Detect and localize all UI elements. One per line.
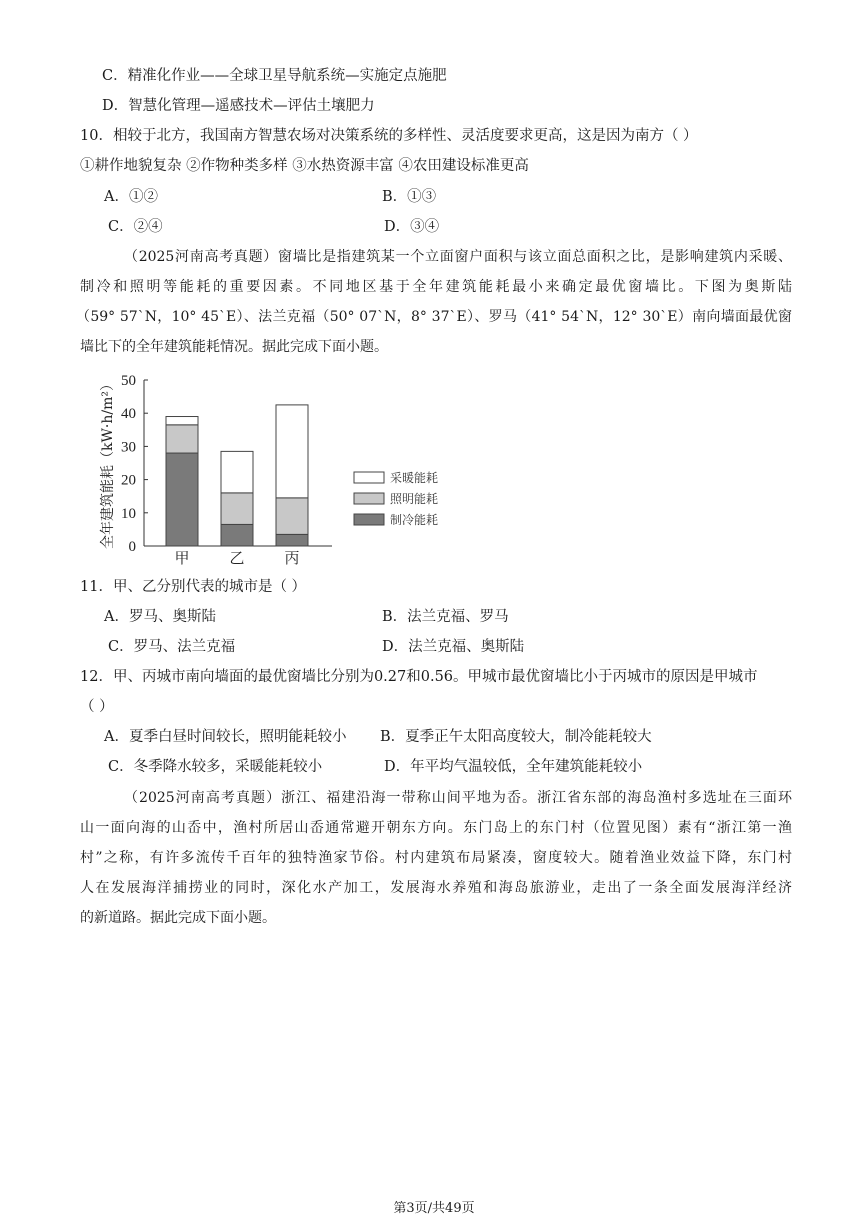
bar-segment (166, 425, 198, 453)
q10-stem: 10．相较于北方，我国南方智慧农场对决策系统的多样性、灵活度要求更高，这是因为南方（ ） (80, 128, 698, 144)
passage1-line-2: 制冷和照明等能耗的重要因素。不同地区基于全年建筑能耗最小来确定最优窗墙比。下图为奥斯陆 (80, 279, 792, 295)
energy-consumption-chart (92, 368, 472, 568)
passage2-line-4: 人在发展海洋捕捞业的同时，深化水产加工，发展海水养殖和海岛旅游业，走出了一条全面发展海洋经济 (80, 880, 792, 896)
bar-segment (221, 451, 253, 493)
y-axis-label: 全年建筑能耗（kW·h/m²） (100, 377, 116, 549)
y-tick-label: 20 (121, 472, 136, 489)
y-tick-label: 50 (121, 373, 136, 389)
bar-segment (276, 405, 308, 498)
q12-stem: 12．甲、丙城市南向墙面的最优窗墙比分别为0.27和0.56。甲城市最优窗墙比小于丙城市的原因是甲城市 (80, 669, 758, 685)
legend-label: 制冷能耗 (390, 513, 439, 527)
category-labels (174, 549, 299, 567)
legend-swatch (354, 493, 384, 504)
q12-stem-bracket: （ ） (80, 699, 114, 715)
category-label: 丙 (284, 549, 300, 567)
category-label: 甲 (174, 549, 190, 567)
legend-label: 照明能耗 (390, 492, 439, 506)
q11-option-d: D．法兰克福、奥斯陆 (382, 639, 525, 655)
bar-segment (276, 534, 308, 546)
passage1-line-3: （59° 57`N，10° 45`E）、法兰克福（50° 07`N，8° 37`E）、罗马（41° 54`N，12° 30`E）南向墙面最优窗 (76, 309, 792, 325)
legend-swatch (354, 472, 384, 483)
passage2-line-3: 村”之称，有许多流传千百年的独特渔家节俗。村内建筑布局紧凑，窗度较大。随着渔业效益下降，东门村 (80, 850, 792, 866)
q12-option-d: D．年平均气温较低，全年建筑能耗较小 (384, 759, 643, 775)
q9-option-c: C．精准化作业——全球卫星导航系统—实施定点施肥 (102, 68, 447, 84)
q12-option-b: B．夏季正午太阳高度较大，制冷能耗较大 (380, 729, 652, 745)
bar-segment (166, 417, 198, 425)
q11-stem: 11．甲、乙分别代表的城市是（ ） (80, 579, 307, 595)
q10-option-d: D．③④ (384, 219, 440, 235)
legend-swatch (354, 514, 384, 525)
passage1-line-1: （2025河南高考真题）窗墙比是指建筑某一个立面窗户面积与该立面总面积之比，是影响建筑内采暖、 (124, 249, 792, 265)
y-tick-label: 40 (121, 406, 136, 423)
y-tick-label: 30 (121, 439, 136, 456)
q10-option-a: A．①② (104, 189, 158, 205)
bars (166, 405, 308, 546)
q10-option-c: C．②④ (108, 219, 163, 235)
passage2-line-5: 的新道路。据此完成下面小题。 (80, 910, 276, 926)
q10-items: ①耕作地貌复杂 ②作物种类多样 ③水热资源丰富 ④农田建设标准更高 (80, 158, 529, 174)
q10-option-b: B．①③ (382, 189, 437, 205)
bar-segment (221, 524, 253, 546)
page-footer: 第3页/共49页 (393, 1201, 475, 1216)
q12-option-a: A．夏季白昼时间较长，照明能耗较小 (104, 729, 347, 745)
y-axis-label-group (99, 377, 116, 549)
legend-label: 采暖能耗 (390, 471, 439, 485)
q12-option-c: C．冬季降水较多，采暖能耗较小 (108, 759, 323, 775)
category-label: 乙 (229, 549, 245, 567)
bar-segment (166, 453, 198, 546)
y-tick-label: 10 (121, 505, 136, 522)
q11-option-c: C．罗马、法兰克福 (108, 639, 236, 655)
q11-option-b: B．法兰克福、罗马 (382, 609, 509, 625)
bar-segment (276, 498, 308, 535)
passage2-line-1: （2025河南高考真题）浙江、福建沿海一带称山间平地为岙。浙江省东部的海岛渔村多选址在三面环 (124, 790, 792, 806)
legend (354, 470, 438, 527)
passage1-line-4: 墙比下的全年建筑能耗情况。据此完成下面小题。 (80, 339, 388, 355)
passage2-line-2: 山一面向海的山岙中，渔村所居山岙通常避开朝东方向。东门岛上的东门村（位置见图）素有“浙江第一渔 (80, 820, 792, 836)
bar-segment (221, 493, 253, 525)
q11-option-a: A．罗马、奥斯陆 (104, 609, 216, 625)
q9-option-d: D．智慧化管理—遥感技术—评估土壤肥力 (102, 98, 375, 114)
y-tick-label: 0 (128, 539, 136, 555)
